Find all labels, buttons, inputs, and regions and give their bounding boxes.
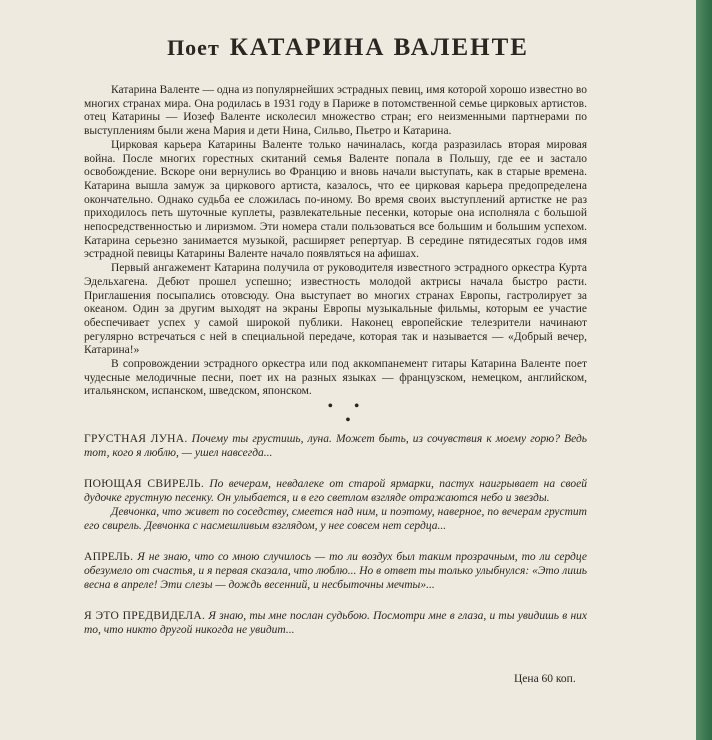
- separator-dot-bottom: •: [345, 413, 351, 428]
- song-lyrics: Почему ты грустишь, луна. Может быть, из сочувствия к моему горю? Ведь тот, кого я люблю, — ушел навсегда...: [84, 433, 588, 459]
- song-lyrics: Девчонка, что живет по соседству, смеется над ним, и поэтому, наверное, по вечерам грустит его свирель. Девчонка с насмешливым взглядом, у нее совсем нет сердца...: [84, 506, 587, 532]
- song-lyrics: Я не знаю, что со мною случилось — то ли воздух был таким прозрачным, то ли сердце обезумело от счастья, и я первая сказала, что люблю... Но в ответ ты только улыбнулся: «Это лишь весна в апреле! Эти слезы — дождь весенний, и несбыточны мечты»...: [84, 551, 587, 591]
- song-item: [84, 477, 587, 533]
- song-title: ПОЮЩАЯ СВИРЕЛЬ.: [84, 478, 205, 490]
- section-separator: [0, 399, 696, 428]
- song-item: [84, 609, 587, 637]
- song-list: [84, 432, 587, 654]
- title-artist-name: КАТАРИНА ВАЛЕНТЕ: [229, 34, 529, 61]
- separator-dots-top: • •: [327, 399, 369, 414]
- biography-paragraph: Первый ангажемент Катарина получила от руководителя известного эстрадного оркестра Курта Эдельхагена. Дебют прошел успешно; известность молодой актрисы начала быстро расти. Приглашения посыпались отовсюду. Она выступает во многих странах Европы, гастролирует за океаном. Один за другим выходят на экраны Европы музыкальные фильмы, которым ее участие обеспечивает успех у самой широкой публики. Наконец европейские телезрители начинают регулярно встречаться с ней в специальной передаче, которая так и называется — «Добрый вечер, Катарина!»: [84, 262, 587, 357]
- song-title: Я ЭТО ПРЕДВИДЕЛА.: [84, 610, 206, 622]
- song-item: [84, 432, 587, 460]
- biography-paragraph: Катарина Валенте — одна из популярнейших эстрадных певиц, имя которой хорошо известно во многих странах мира. Она родилась в 1931 году в Париже в потомственной семье цирковых артистов. отец Катарины — Иозеф Валенте исколесил множество стран; его неизменными партнерами по выступлениям были жена Мария и дети Нина, Сильво, Пьетро и Катарина.: [84, 84, 588, 138]
- song-item: [84, 550, 587, 592]
- song-lyrics: По вечерам, невдалеке от старой ярмарки, пастух наигрывает на своей дудочке грустную песенку. Он улыбается, и в его светлом взгляде отражаются небо и звезды.: [84, 478, 587, 504]
- green-sleeve-edge: [696, 0, 712, 740]
- song-title: ГРУСТНАЯ ЛУНА.: [84, 433, 188, 445]
- biography-paragraph: В сопровождении эстрадного оркестра или под аккомпанемент гитары Катарина Валенте поет чудесные мелодичные песни, поет их на разных языках — французском, немецком, английском, итальянском, испанском, шведском, японском.: [84, 358, 587, 398]
- biography-paragraph: Цирковая карьера Катарины Валенте только начиналась, когда разразилась вторая мировая война. После многих горестных скитаний семья Валенте попала в Польшу, где ее и застало освобождение. Вскоре они вернулись во Францию и вновь начали выступать, как в старые времена. Катарина вышла замуж за циркового артиста, казалось, что ее цирковая карьера предопределена окончательно. Однако судьба ее сложилась по-иному. Во время своих выступлений артистке не раз приходилось петь шуточные куплеты, развлекательные песенки, которые она исполняла с большой непосредственностью и лиризмом. Эти номера стали пользоваться все большим и большим успехом. Катарина серьезно занимается музыкой, расширяет репертуар. В середине пятидесятых годов имя эстрадной певицы Катарины Валенте начало появляться на афишах.: [84, 138, 587, 261]
- biography-text: [84, 84, 587, 399]
- song-lyrics: Я знаю, ты мне послан судьбою. Посмотри мне в глаза, и ты увидишь в них то, что никто другой никогда не увидит...: [84, 610, 587, 636]
- price-label: Цена 60 коп.: [514, 673, 576, 685]
- title-prefix: Поет: [167, 35, 220, 60]
- song-title: АПРЕЛЬ.: [84, 551, 134, 563]
- page-title: [0, 34, 696, 62]
